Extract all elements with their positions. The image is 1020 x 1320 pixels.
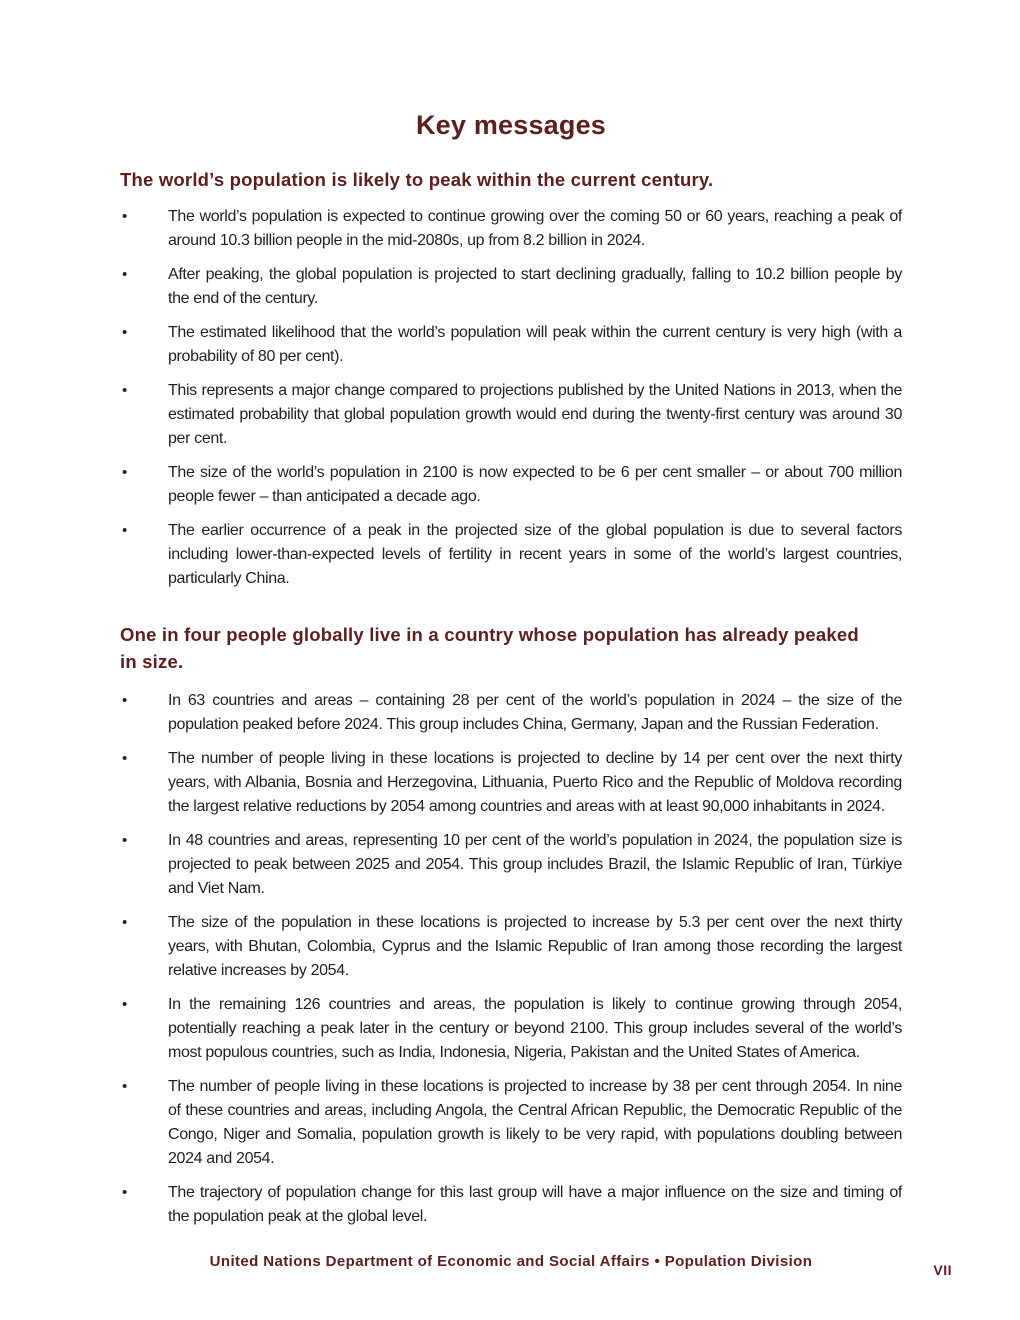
bullet-text: This represents a major change compared to projections published by the United Nations in 2013, when the estimated probability that global population growth would end during the twenty-first century was around 30 per cent. bbox=[168, 382, 902, 447]
bullet-marker-icon: • bbox=[122, 464, 128, 481]
bullet-item bbox=[120, 911, 902, 983]
bullet-marker-icon: • bbox=[122, 832, 128, 849]
bullet-text: The trajectory of population change for this last group will have a major influence on the size and timing of the population peak at the global level. bbox=[168, 1184, 902, 1225]
bullet-item bbox=[120, 993, 902, 1065]
page-title: Key messages bbox=[415, 110, 607, 140]
bullet-item bbox=[120, 461, 902, 509]
bullet-item bbox=[120, 1181, 902, 1229]
bullet-marker-icon: • bbox=[122, 522, 128, 539]
section-heading-2: One in four people globally live in a country whose population has already peaked in size. bbox=[120, 624, 859, 672]
bullet-text: The world’s population is expected to continue growing over the coming 50 or 60 years, reaching a peak of around 10.3 billion people in the mid-2080s, up from 8.2 billion in 2024. bbox=[168, 208, 902, 249]
bullet-item bbox=[120, 263, 902, 311]
bullet-text: The size of the world’s population in 2100 is now expected to be 6 per cent smaller – or about 700 million people fewer – than anticipated a decade ago. bbox=[168, 464, 902, 505]
bullet-text: The estimated likelihood that the world’s population will peak within the current century is very high (with a probability of 80 per cent). bbox=[168, 324, 902, 365]
bullet-text: The earlier occurrence of a peak in the projected size of the global population is due to several factors including lower-than-expected levels of fertility in recent years in some of the world’s largest countries, particularly China. bbox=[168, 522, 902, 587]
bullet-item bbox=[120, 519, 902, 591]
bullet-marker-icon: • bbox=[122, 266, 128, 283]
bullet-item bbox=[120, 205, 902, 253]
bullet-text: After peaking, the global population is projected to start declining gradually, falling to 10.2 billion people by the end of the century. bbox=[168, 266, 902, 307]
bullet-marker-icon: • bbox=[122, 996, 128, 1013]
bullet-text: In 48 countries and areas, representing 10 per cent of the world’s population in 2024, the population size is projected to peak between 2025 and 2054. This group includes Brazil, the Islamic Republic of Iran, Türkiye and Viet Nam. bbox=[168, 832, 902, 897]
bullet-marker-icon: • bbox=[122, 208, 128, 225]
bullet-marker-icon: • bbox=[122, 914, 128, 931]
bullet-item bbox=[120, 1075, 902, 1171]
bullet-marker-icon: • bbox=[122, 750, 128, 767]
bullet-marker-icon: • bbox=[122, 1078, 128, 1095]
footer-text: United Nations Department of Economic and Social Affairs • Population Division bbox=[209, 1253, 813, 1270]
bullet-text: The number of people living in these locations is projected to increase by 38 per cent through 2054. In nine of these countries and areas, including Angola, the Central African Republic, the Democratic Republic of the Congo, Niger and Somalia, population growth is likely to be very rapid, with populations doubling between 2024 and 2054. bbox=[168, 1078, 902, 1167]
section-heading-1: The world’s population is likely to peak within the current century. bbox=[120, 169, 714, 190]
bullet-marker-icon: • bbox=[122, 382, 128, 399]
page-number: VII bbox=[933, 1262, 952, 1278]
bullet-text: The number of people living in these locations is projected to decline by 14 per cent over the next thirty years, with Albania, Bosnia and Herzegovina, Lithuania, Puerto Rico and the Republic of Moldova recording the largest relative reductions by 2054 among countries and areas with at least 90,000 inhabitants in 2024. bbox=[168, 750, 902, 815]
bullet-item bbox=[120, 689, 902, 737]
bullet-text: The size of the population in these locations is projected to increase by 5.3 per cent over the next thirty years, with Bhutan, Colombia, Cyprus and the Islamic Republic of Iran among those recording the largest relative increases by 2054. bbox=[168, 914, 902, 979]
bullet-item bbox=[120, 379, 902, 451]
bullet-marker-icon: • bbox=[122, 324, 128, 341]
bullet-text: In the remaining 126 countries and areas, the population is likely to continue growing through 2054, potentially reaching a peak later in the century or beyond 2100. This group includes several of the world’s most populous countries, such as India, Indonesia, Nigeria, Pakistan and the United States of America. bbox=[168, 996, 902, 1061]
bullet-text: In 63 countries and areas – containing 28 per cent of the world’s population in 2024 – the size of the population peaked before 2024. This group includes China, Germany, Japan and the Russian Federation. bbox=[168, 692, 902, 733]
bullet-item bbox=[120, 747, 902, 819]
bullet-item bbox=[120, 321, 902, 369]
page-content bbox=[120, 0, 902, 1239]
bullet-marker-icon: • bbox=[122, 692, 128, 709]
bullet-item bbox=[120, 829, 902, 901]
bullet-marker-icon: • bbox=[122, 1184, 128, 1201]
